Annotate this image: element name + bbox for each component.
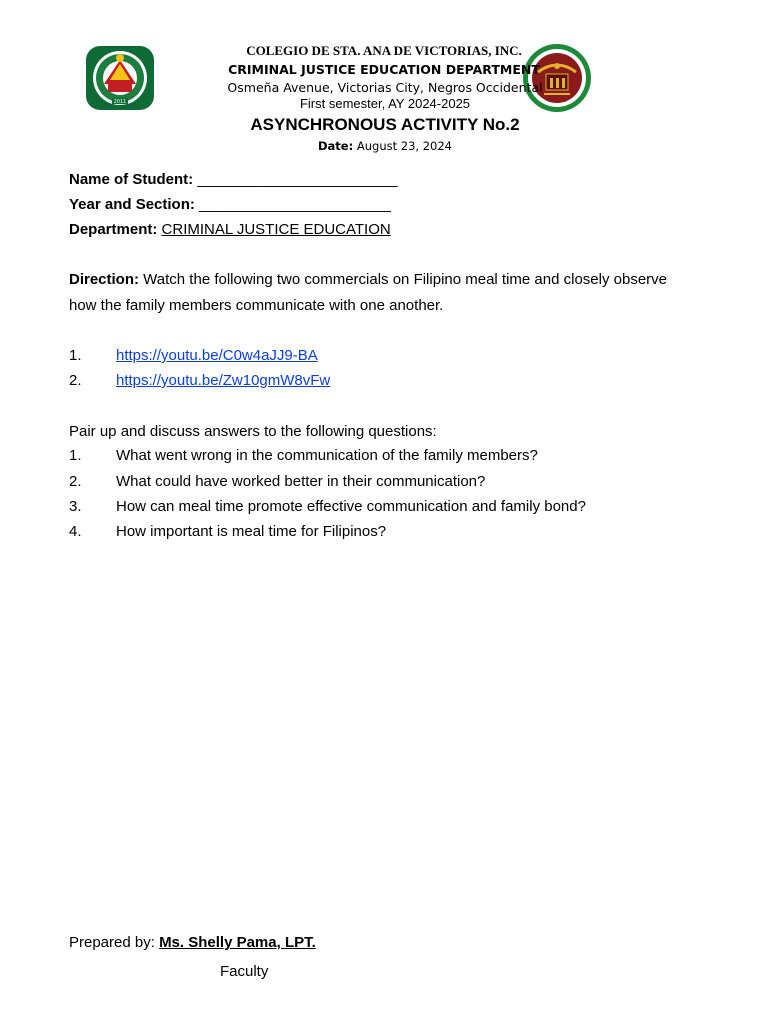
prepared-by-row [69, 934, 316, 951]
student-name-row [69, 171, 398, 188]
date-line [160, 139, 610, 153]
logo-year: 2011 [113, 99, 127, 105]
question-text: What went wrong in the communication of the family members? [116, 447, 538, 464]
question-text: How can meal time promote effective communication and family bond? [116, 498, 586, 515]
link-number: 1. [69, 347, 82, 364]
year-section-label: Year and Section: [69, 196, 195, 213]
direction-text: Watch the following two commercials on Filipino meal time and closely observe [139, 271, 668, 288]
question-number: 3. [69, 498, 82, 515]
question-text: How important is meal time for Filipinos? [116, 523, 387, 540]
direction-line-1 [69, 271, 667, 288]
question-number: 4. [69, 523, 82, 540]
school-logo [84, 44, 156, 112]
department-name: CRIMINAL JUSTICE EDUCATION DEPARTMENT [228, 62, 540, 77]
school-name: COLEGIO DE STA. ANA DE VICTORIAS, INC. [246, 43, 522, 58]
direction-label: Direction: [69, 271, 140, 288]
department-label: Department: [69, 221, 158, 238]
preparer-name: Ms. Shelly Pama, LPT. [159, 934, 316, 951]
date-label: Date: [318, 139, 354, 153]
year-section-row [69, 196, 391, 213]
school-address: Osmeña Avenue, Victorias City, Negros Occidental [227, 80, 543, 95]
year-section-blank: _______________________ [199, 196, 391, 213]
link-number: 2. [69, 372, 82, 389]
questions-intro: Pair up and discuss answers to the following questions: [69, 423, 437, 440]
semester-line: First semester, AY 2024-2025 [299, 96, 471, 111]
video-link[interactable]: https://youtu.be/C0w4aJJ9-BA [116, 347, 318, 364]
date-value: August 23, 2024 [356, 139, 452, 153]
video-link[interactable]: https://youtu.be/Zw10gmW8vFw [116, 372, 331, 389]
prepared-by-label: Prepared by: [69, 934, 155, 951]
question-number: 1. [69, 447, 82, 464]
question-text: What could have worked better in their communication? [116, 473, 486, 490]
student-name-label: Name of Student: [69, 171, 194, 188]
direction-line-2: how the family members communicate with one another. [69, 297, 444, 314]
department-row [69, 221, 391, 238]
department-value: CRIMINAL JUSTICE EDUCATION [161, 221, 391, 238]
preparer-role: Faculty [220, 963, 269, 980]
activity-title: ASYNCHRONOUS ACTIVITY No.2 [250, 115, 520, 134]
student-name-blank: ________________________ [197, 171, 398, 188]
question-number: 2. [69, 473, 82, 490]
